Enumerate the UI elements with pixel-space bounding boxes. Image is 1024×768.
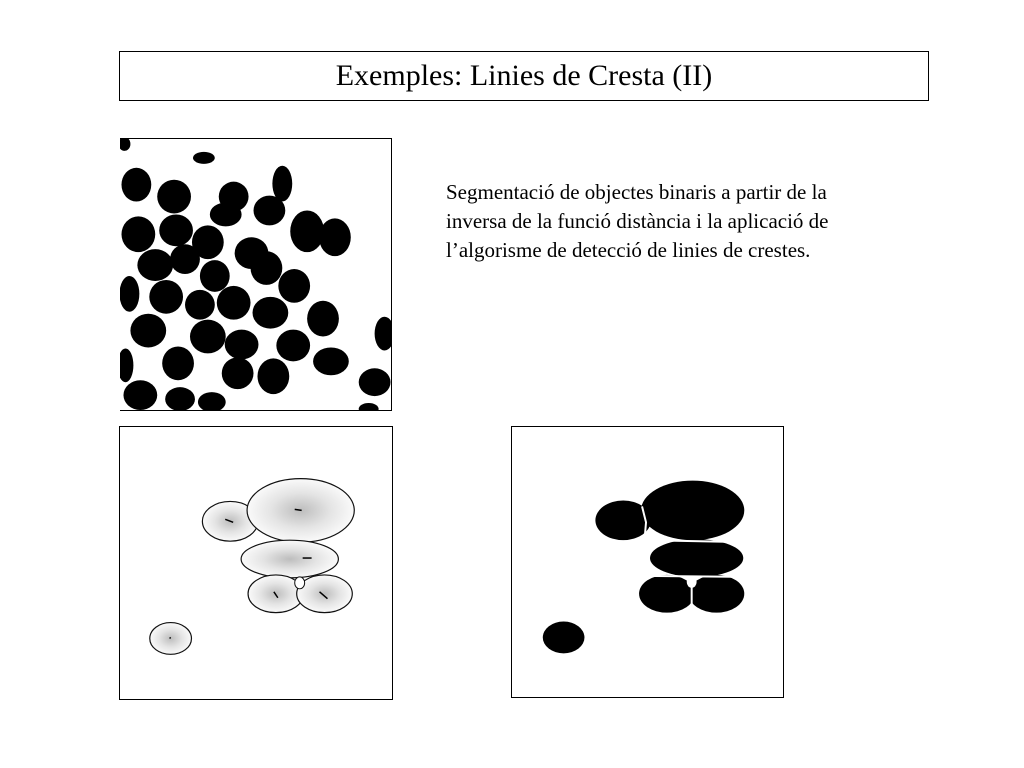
- segmentation-svg: [512, 427, 783, 697]
- inverse-distance-function-image: [119, 426, 393, 700]
- binary-objects-svg: [120, 139, 391, 410]
- slide-title: Exemples: Linies de Cresta (II): [335, 59, 713, 92]
- distance-function-svg: [120, 427, 392, 699]
- binary-objects-image: [120, 138, 392, 411]
- description-line-1: Segmentació de objectes binaris a partir de la: [446, 180, 827, 204]
- description-line-2: inversa de la funció distància i la aplicació de: [446, 209, 829, 233]
- ridge-line-segmentation-image: [511, 426, 784, 698]
- slide-title-box: [119, 51, 929, 101]
- slide-description: [446, 178, 926, 265]
- description-line-3: l’algorisme de detecció de linies de crestes.: [446, 238, 811, 262]
